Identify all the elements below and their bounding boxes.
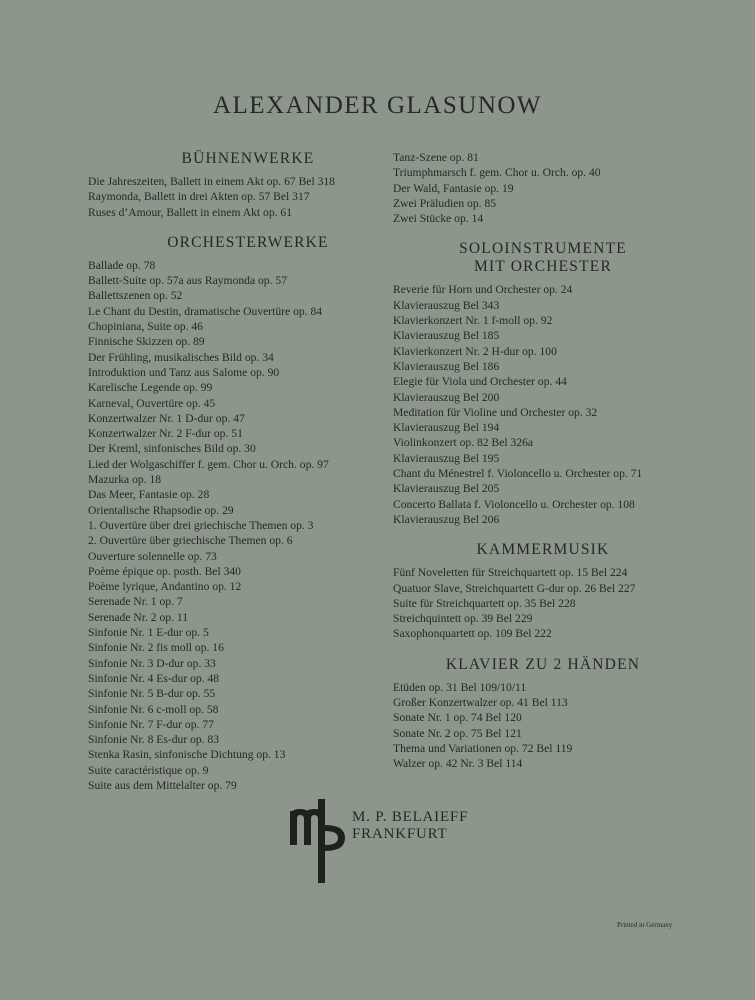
list-item: Klavierkonzert Nr. 2 H-dur op. 100	[393, 344, 557, 358]
list-item: Introduktion und Tanz aus Salome op. 90	[88, 365, 280, 379]
list-item: Suite caractéristique op. 9	[88, 763, 209, 777]
list-item: Sinfonie Nr. 2 fis moll op. 16	[88, 641, 224, 655]
list-item: Klavierauszug Bel 206	[393, 512, 500, 526]
list-item: Suite aus dem Mittelalter op. 79	[88, 778, 237, 792]
section	[393, 541, 693, 641]
list-item: Thema und Variationen op. 72 Bel 119	[393, 741, 573, 755]
list-item: 2. Ouvertüre über griechische Themen op. 6	[88, 534, 293, 548]
list-item: Mazurka op. 18	[88, 473, 162, 487]
list-item: Stenka Rasin, sinfonische Dichtung op. 13	[88, 748, 286, 762]
list-item: Elegie für Viola und Orchester op. 44	[393, 375, 567, 389]
list-item: Chant du Ménestrel f. Violoncello u. Orchester op. 71	[393, 467, 643, 481]
list-item: Ballett-Suite op. 57a aus Raymonda op. 57	[88, 274, 287, 288]
list-item: Orientalische Rhapsodie op. 29	[88, 503, 234, 517]
list-item: Le Chant du Destin, dramatische Ouvertüre op. 84	[88, 304, 323, 318]
list-item: Poème épique op. posth. Bel 340	[88, 564, 241, 578]
list-item: Poème lyrique, Andantino op. 12	[88, 580, 242, 594]
list-item: Concerto Ballata f. Violoncello u. Orchester op. 108	[393, 497, 635, 511]
list-item: Konzertwalzer Nr. 1 D-dur op. 47	[88, 411, 245, 425]
list-item: Sinfonie Nr. 4 Es-dur op. 48	[88, 671, 220, 685]
section	[88, 150, 408, 220]
list-item: Sinfonie Nr. 8 Es-dur op. 83	[88, 733, 220, 747]
publisher-line-2: FRANKFURT	[352, 826, 448, 842]
list-item: Großer Konzertwalzer op. 41 Bel 113	[393, 696, 568, 710]
list-item: Serenade Nr. 1 op. 7	[88, 595, 183, 609]
section-heading: KAMMERMUSIK	[476, 541, 610, 559]
list-item: Finnische Skizzen op. 89	[88, 335, 205, 349]
list-item: Karneval, Ouvertüre op. 45	[88, 396, 216, 410]
publisher-line-1: M. P. BELAIEFF	[352, 809, 469, 825]
list-item: Zwei Präludien op. 85	[393, 196, 497, 210]
list-item: Der Kreml, sinfonisches Bild op. 30	[88, 442, 256, 456]
publisher-logo	[288, 797, 348, 883]
list-item: Der Wald, Fantasie op. 19	[393, 181, 514, 195]
left-column	[88, 150, 408, 807]
list-item: Sinfonie Nr. 5 B-dur op. 55	[88, 687, 216, 701]
list-item: Chopiniana, Suite op. 46	[88, 320, 203, 334]
list-item: Konzertwalzer Nr. 2 F-dur op. 51	[88, 427, 243, 441]
list-item: Klavierauszug Bel 195	[393, 451, 500, 465]
work-list	[88, 174, 408, 220]
page-title: ALEXANDER GLASUNOW	[212, 92, 543, 119]
list-item: Klavierauszug Bel 194	[393, 421, 500, 435]
section	[393, 656, 693, 772]
list-item: Lied der Wolgaschiffer f. gem. Chor u. Orch. op. 97	[88, 457, 329, 471]
list-item: Sonate Nr. 1 op. 74 Bel 120	[393, 711, 522, 725]
list-item: Saxophonquartett op. 109 Bel 222	[393, 627, 552, 641]
work-list	[393, 150, 693, 226]
list-item: Sinfonie Nr. 1 E-dur op. 5	[88, 626, 209, 640]
section-heading: KLAVIER ZU 2 HÄNDEN	[445, 655, 641, 673]
list-item: Klavierauszug Bel 343	[393, 298, 500, 312]
list-item: Tanz-Szene op. 81	[393, 151, 479, 164]
list-item: Serenade Nr. 2 op. 11	[88, 610, 189, 624]
list-item: Quatuor Slave, Streichquartett G-dur op. 26 Bel 227	[393, 581, 636, 595]
work-list	[88, 258, 408, 793]
list-item: Sinfonie Nr. 3 D-dur op. 33	[88, 656, 216, 670]
list-item: Die Jahreszeiten, Ballett in einem Akt op. 67 Bel 318	[88, 175, 335, 188]
list-item: Ruses d’Amour, Ballett in einem Akt op. 61	[88, 205, 293, 219]
list-item: Raymonda, Ballett in drei Akten op. 57 Bel 317	[88, 190, 310, 204]
list-item: Klavierauszug Bel 185	[393, 329, 500, 343]
list-item: Das Meer, Fantasie op. 28	[88, 488, 210, 502]
list-item: Klavierauszug Bel 205	[393, 482, 500, 496]
list-item: Violinkonzert op. 82 Bel 326a	[393, 436, 534, 450]
section-heading: BÜHNENWERKE	[181, 150, 315, 167]
list-item: Reverie für Horn und Orchester op. 24	[393, 283, 573, 297]
list-item: Klavierauszug Bel 200	[393, 390, 500, 404]
section	[88, 234, 408, 793]
work-list	[393, 282, 693, 527]
printed-note: Printed in Germany	[617, 921, 673, 929]
list-item: Ballade op. 78	[88, 258, 156, 272]
section-heading: SOLOINSTRUMENTE MIT ORCHESTER	[459, 240, 627, 276]
list-item: Sinfonie Nr. 6 c-moll op. 58	[88, 702, 219, 716]
list-item: Ouverture solennelle op. 73	[88, 549, 217, 563]
list-item: Klavierkonzert Nr. 1 f-moll op. 92	[393, 314, 553, 328]
work-list	[393, 680, 693, 772]
list-item: Walzer op. 42 Nr. 3 Bel 114	[393, 757, 523, 771]
list-item: Sinfonie Nr. 7 F-dur op. 77	[88, 717, 214, 731]
work-list	[393, 565, 693, 641]
right-column	[393, 150, 693, 786]
section	[393, 240, 693, 527]
list-item: Karelische Legende op. 99	[88, 381, 213, 395]
section	[393, 150, 693, 226]
list-item: Sonate Nr. 2 op. 75 Bel 121	[393, 726, 522, 740]
list-item: Zwei Stücke op. 14	[393, 212, 484, 226]
publisher-name	[352, 809, 468, 843]
list-item: Klavierauszug Bel 186	[393, 359, 500, 373]
list-item: Streichquintett op. 39 Bel 229	[393, 612, 533, 626]
list-item: Ballettszenen op. 52	[88, 289, 183, 303]
section-heading: ORCHESTERWERKE	[167, 233, 329, 251]
list-item: 1. Ouvertüre über drei griechische Themen op. 3	[88, 518, 314, 532]
list-item: Der Frühling, musikalisches Bild op. 34	[88, 350, 274, 364]
list-item: Meditation für Violine und Orchester op. 32	[393, 405, 598, 419]
list-item: Fünf Noveletten für Streichquartett op. 15 Bel 224	[393, 566, 628, 580]
list-item: Etüden op. 31 Bel 109/10/11	[393, 680, 527, 694]
list-item: Triumphmarsch f. gem. Chor u. Orch. op. 40	[393, 166, 601, 180]
list-item: Suite für Streichquartett op. 35 Bel 228	[393, 596, 576, 610]
